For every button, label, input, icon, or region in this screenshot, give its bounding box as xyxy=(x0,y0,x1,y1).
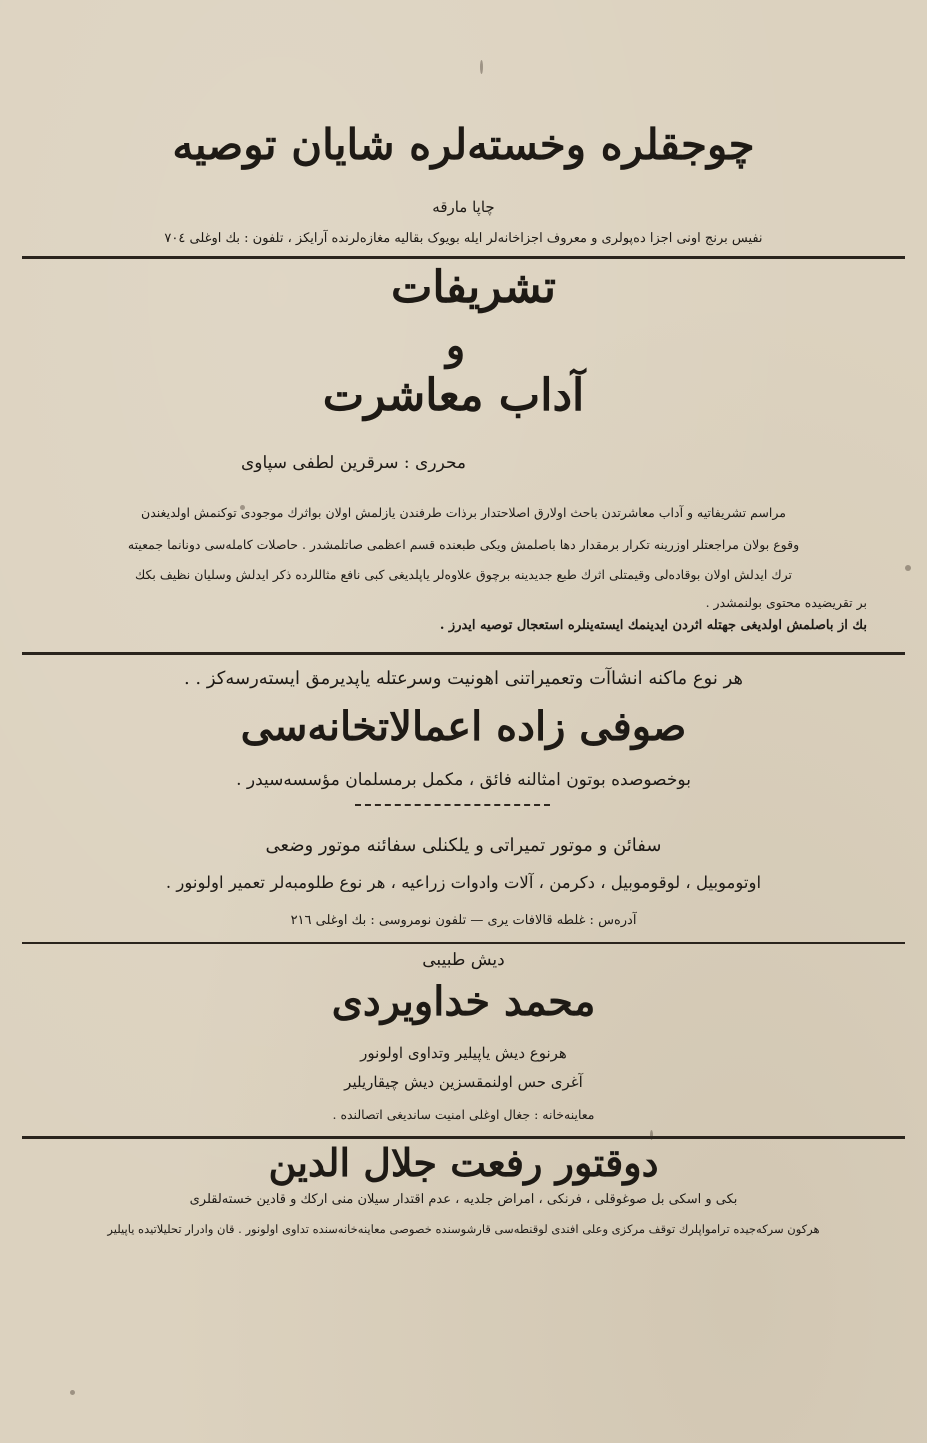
ad-doctor-line2: هرکون سرکه‌جیده ترامواپلرك توقف مرکزی وعلی افندی لوقنطه‌سی قارشوسنده خصوصی معاینه‌خانه‌سنده تداوی اولونور . قان وادرار تحلیلاتیده یاپیلیر xyxy=(107,1222,820,1236)
ad-dentist-name: محمد خداویردی xyxy=(331,978,596,1025)
ad-workshop-name: صوفی زاده اعمالاتخانه‌سی xyxy=(240,703,687,750)
ad-workshop-services2: اوتوموبیل ، لوقوموبیل ، دکرمن ، آلات وادوات زراعیه ، هر نوع طلومبەلر تعمیر اولونور . xyxy=(165,873,762,892)
ad-children-details: نفیس برنج اونی اجزا دەپولری و معروف اجزاخانەلر ایلە بویوک بقالیە مغازەلرندە آرایکز ، تلفون : بك اوغلی ٧٠٤ xyxy=(164,231,763,246)
ad-doctor-line1: بکی و اسکی بل صوغوقلی ، فرنکی ، امراض جلدیه ، عدم اقتدار سیلان منی ارکك و قادین خسته‌لقلری xyxy=(189,1192,738,1207)
book-title-line3: آداب معاشرت xyxy=(322,370,585,421)
paper-speck xyxy=(70,1390,75,1395)
divider-1 xyxy=(22,256,905,259)
ad-dentist-line2: آغری حس اولنمقسزین دیش چیقاریلیر xyxy=(344,1073,583,1091)
ad-children-headline: چوجقلره وخسته‌لره شایان توصیه xyxy=(172,120,755,169)
ad-dentist-line1: هرنوع دیش یاپیلیر وتداوی اولونور xyxy=(360,1044,567,1062)
book-body-line3: ترك ایدلش اولان بوقادەلی وقیمتلی اثرك طبع جدیدینه برچوق علاوەلر یاپلدیغی کبی نافع مثاللرده ذکر ایدلش وسلیان نظیف بکك xyxy=(134,567,793,582)
book-closing: بك از باصلمش اولدیغی جهتله اثردن ایدینمك ایسته‌ینلره استعجال توصیه ایدرز . xyxy=(439,618,867,633)
paper-speck xyxy=(480,60,483,74)
book-body-line1: مراسم تشریفاتیه و آداب معاشرتدن باحث اولارق اصلاحتدار برذات طرفندن یازلمش اولان بواثرك موجودی توكنمش اولدیغندن xyxy=(141,505,786,520)
book-body-line2: وقوع بولان مراجعتلر اوزرینه تکرار برمقدار دها باصلمش ویکی طبعنده قسم اعظمی صاتلمشدر . حاصلات کاملەسی دونانما جمعیته xyxy=(127,537,800,552)
ad-workshop-services1: سفائن و موتور تمیراتی و یلکنلی سفائنه موتور وضعی xyxy=(265,835,662,856)
ad-workshop-tagline: هر نوع ماکنه انشاآت وتعمیراتنی اهونیت وسرعتله یاپدیرمق ایسته‌رسه‌کز . . xyxy=(183,668,744,689)
divider-3 xyxy=(22,942,905,944)
divider-2 xyxy=(22,652,905,655)
ad-workshop-subtitle: بوخصوصده بوتون امثالنه فائق ، مکمل برمسلمان مؤسسه‌سیدر . xyxy=(236,770,691,790)
book-body-line4: بر تقریضیده محتوی بولنمشدر . xyxy=(705,595,867,610)
ad-dentist-address: معاینه‌خانه : جغال اوغلی امنیت ساندیغی اتصالنده . xyxy=(332,1107,595,1122)
book-author: محرری : سرقرین لطفی سپاوی xyxy=(240,453,467,473)
ad-doctor-name: دوقتور رفعت جلال الدین xyxy=(268,1140,659,1185)
ad-children-brand: چاپا مارقه xyxy=(432,198,495,216)
ad-dentist-label: دیش طبیبی xyxy=(422,950,505,970)
divider-4 xyxy=(22,1136,905,1139)
ad-workshop-address: آدرەس : غلطه قالافات یری — تلفون نومروسی : بك اوغلی ٢١٦ xyxy=(290,913,637,928)
book-title-line2: و xyxy=(445,322,466,369)
book-title-line1: تشریفات xyxy=(390,262,557,313)
ad-workshop-dash xyxy=(355,804,550,806)
